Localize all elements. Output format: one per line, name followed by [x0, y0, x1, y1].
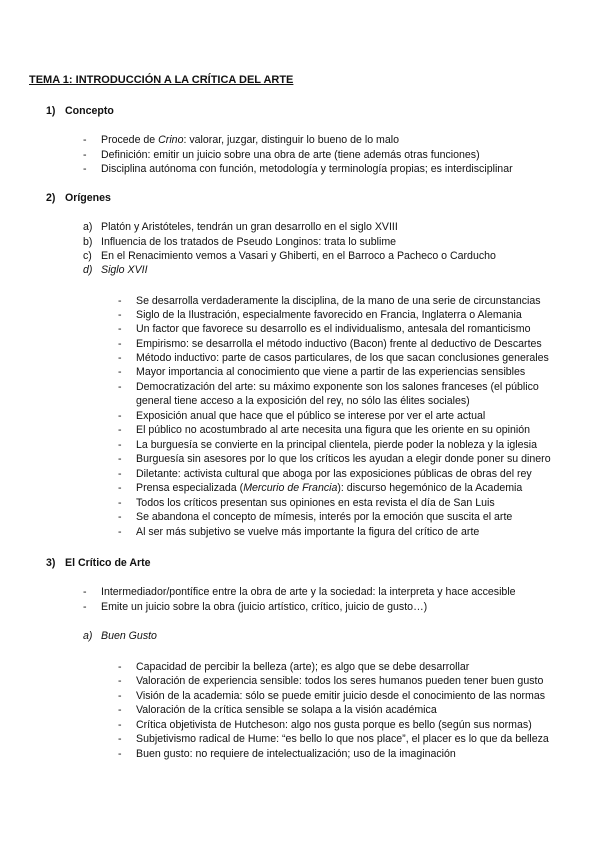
alpha-marker: a) — [83, 630, 93, 642]
alpha-marker: b) — [83, 236, 93, 248]
emphasis-text: Mercurio de Francia — [243, 482, 338, 494]
list-item-text: Visión de la academia: sólo se puede emitir juicio desde el conocimiento de las normas — [136, 690, 546, 702]
list-item-text: Se desarrolla verdaderamente la disciplina, de la mano de una serie de circunstancias — [136, 295, 541, 307]
bullet-dash: - — [118, 410, 122, 422]
list-item-text: Empirismo: se desarrolla el método inductivo (Bacon) frente al deductivo de Descartes — [136, 338, 542, 350]
alpha-item-text: Platón y Aristóteles, tendrán un gran desarrollo en el siglo XVIII — [101, 221, 398, 233]
text-run: : valorar, juzgar, distinguir lo bueno de lo malo — [183, 134, 400, 146]
list-item-text: Emite un juicio sobre la obra (juicio artístico, crítico, juicio de gusto…) — [101, 601, 428, 613]
list-item-text: Disciplina autónoma con función, metodología y terminología propias; es interdisciplinar — [101, 163, 513, 175]
section-heading-critico — [46, 557, 151, 570]
list-item-text: Buen gusto: no requiere de intelectualización; uso de la imaginación — [136, 748, 456, 760]
bullet-dash: - — [118, 748, 122, 760]
bullet-dash: - — [118, 338, 122, 350]
alpha-marker: c) — [83, 250, 92, 262]
bullet-dash: - — [118, 381, 122, 393]
text-run: ): discurso hegemónico de la Academia — [337, 482, 523, 494]
section-number: 1) — [46, 105, 56, 117]
section-title: Concepto — [65, 105, 114, 117]
list-item-text: Democratización del arte: su máximo exponente son los salones franceses (el público — [136, 381, 539, 393]
bullet-dash: - — [118, 468, 122, 480]
list-item-text: Todos los críticos presentan sus opiniones en esta revista el día de San Luis — [136, 497, 495, 509]
list-item-text: Mayor importancia al conocimiento que viene a partir de las experiencias sensibles — [136, 366, 526, 378]
text-run: Prensa especializada ( — [136, 482, 244, 494]
page-title: TEMA 1: INTRODUCCIÓN A LA CRÍTICA DEL ARTE — [29, 74, 294, 86]
list-item-text: Valoración de la crítica sensible se solapa a la visión académica — [136, 704, 437, 716]
bullet-dash: - — [118, 497, 122, 509]
bullet-dash: - — [118, 690, 122, 702]
bullet-dash: - — [118, 719, 122, 731]
alpha-item-text: Influencia de los tratados de Pseudo Longinos: trata lo sublime — [101, 236, 397, 248]
alpha-item-text: En el Renacimiento vemos a Vasari y Ghiberti, en el Barroco a Pacheco o Carducho — [101, 250, 496, 262]
list-item-text: general tiene acceso a la exposición del rey, no sólo las élites sociales) — [136, 395, 470, 407]
list-item-text: Al ser más subjetivo se vuelve más importante la figura del crítico de arte — [136, 526, 480, 538]
section-heading-concepto — [46, 105, 114, 118]
alpha-item-text: Siglo XVII — [101, 264, 148, 276]
list-item-text: Diletante: activista cultural que aboga por las exposiciones públicas de obras del rey — [136, 468, 532, 480]
bullet-dash: - — [118, 366, 122, 378]
bullet-dash: - — [118, 309, 122, 321]
list-item-text: El público no acostumbrado al arte necesita una figura que les oriente en su opinión — [136, 424, 530, 436]
bullet-dash: - — [118, 704, 122, 716]
bullet-dash: - — [118, 482, 122, 494]
text-run: Procede de — [101, 134, 159, 146]
bullet-dash: - — [118, 511, 122, 523]
list-item-text: Capacidad de percibir la belleza (arte); es algo que se debe desarrollar — [136, 661, 470, 673]
section-heading-origenes — [46, 192, 111, 205]
list-item-text: Burguesía sin asesores por lo que los críticos les ayudan a elegir donde poner su dinero — [136, 453, 551, 465]
section-title: Orígenes — [65, 192, 111, 204]
list-item-text: Valoración de experiencia sensible: todos los seres humanos pueden tener buen gusto — [136, 675, 544, 687]
bullet-dash: - — [118, 424, 122, 436]
list-item-text: Método inductivo: parte de casos particulares, de los que sacan conclusiones generales — [136, 352, 549, 364]
list-item-text: Crítica objetivista de Hutcheson: algo nos gusta porque es bello (según sus normas) — [136, 719, 532, 731]
subsection-heading-buen-gusto — [83, 630, 157, 643]
bullet-dash: - — [118, 733, 122, 745]
subsection-title: Buen Gusto — [101, 630, 157, 642]
bullet-dash: - — [118, 439, 122, 451]
bullet-dash: - — [83, 586, 87, 598]
bullet-dash: - — [118, 295, 122, 307]
section-number: 2) — [46, 192, 56, 204]
section-number: 3) — [46, 557, 56, 569]
list-item-text: Intermediador/pontífice entre la obra de arte y la sociedad: la interpreta y hace accesible — [101, 586, 516, 598]
list-item-text: Definición: emitir un juicio sobre una obra de arte (tiene además otras funciones) — [101, 149, 480, 161]
list-item-text: La burguesía se convierte en la principal clientela, pierde poder la nobleza y la iglesia — [136, 439, 538, 451]
bullet-dash: - — [83, 163, 87, 175]
bullet-dash: - — [118, 675, 122, 687]
bullet-dash: - — [118, 526, 122, 538]
list-item-text: Exposición anual que hace que el público se interese por ver el arte actual — [136, 410, 486, 422]
list-item-text: Siglo de la Ilustración, especialmente favorecido en Francia, Inglaterra o Alemania — [136, 309, 522, 321]
bullet-dash: - — [118, 661, 122, 673]
list-item-text: Subjetivismo radical de Hume: “es bello lo que nos place”, el placer es lo que da belleza — [136, 733, 549, 745]
list-item-text: Un factor que favorece su desarrollo es el individualismo, antesala del romanticismo — [136, 323, 531, 335]
section-title: El Crítico de Arte — [65, 557, 151, 569]
alpha-marker: a) — [83, 221, 93, 233]
bullet-dash: - — [83, 134, 87, 146]
bullet-dash: - — [118, 453, 122, 465]
list-item-text: Se abandona el concepto de mímesis, interés por la emoción que suscita el arte — [136, 511, 513, 523]
alpha-marker: d) — [83, 264, 93, 276]
bullet-dash: - — [83, 149, 87, 161]
bullet-dash: - — [83, 601, 87, 613]
bullet-dash: - — [118, 352, 122, 364]
emphasis-text: Crino — [158, 134, 184, 146]
bullet-dash: - — [118, 323, 122, 335]
